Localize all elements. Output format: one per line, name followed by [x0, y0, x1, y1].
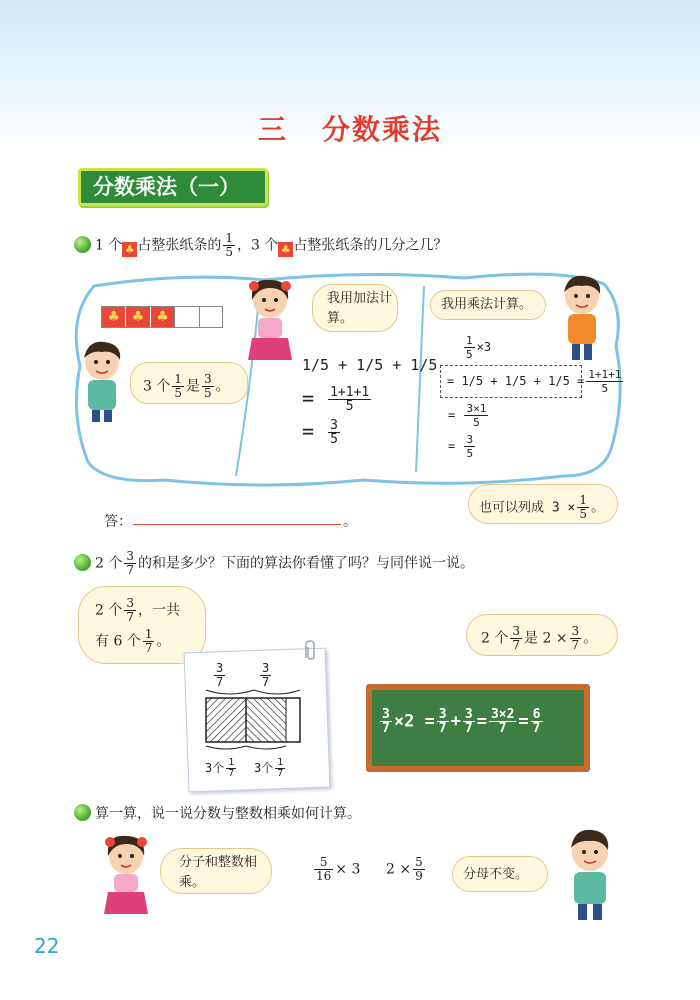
diagram-label: 3个 [254, 761, 274, 775]
diagram-bottom-right [254, 758, 287, 779]
denominator: 7 [512, 638, 520, 652]
empty-cell [175, 307, 199, 327]
question-2 [74, 550, 474, 577]
bubble-text: 也可以列成 3 × [479, 500, 576, 516]
fraction [510, 625, 522, 652]
numerator: 3 [126, 549, 134, 563]
answer-end: 。 [343, 514, 357, 530]
blackboard [366, 684, 590, 772]
tree-strip-icon: ♣ [278, 242, 293, 257]
bubble-text: 3 个 [143, 378, 171, 395]
speech-bubble-list [468, 484, 618, 524]
numerator: 5 [415, 855, 423, 869]
numerator: 1 [277, 757, 284, 768]
fraction [328, 386, 371, 413]
q1-text-post: ，3 个 [237, 237, 279, 254]
denominator: 5 [466, 348, 473, 361]
q1-text-mid: 占整张纸条的 [137, 237, 222, 254]
numerator: 1+1+1 [588, 368, 622, 381]
fraction [577, 494, 589, 521]
bubble-text: ，一共 [138, 602, 180, 619]
board-text: = [518, 711, 529, 732]
empty-cell [200, 307, 222, 327]
blackboard-equation [372, 690, 584, 735]
girl-character-icon [240, 278, 300, 368]
exercise-operator: × 3 [335, 861, 361, 878]
exercise-2 [386, 856, 427, 883]
numerator: 1 [144, 627, 153, 641]
fraction [489, 708, 516, 735]
repeated-addition: = 1/5 + 1/5 + 1/5 = [447, 374, 585, 388]
equals-sign: = [302, 386, 315, 410]
fraction [464, 334, 475, 361]
fraction [570, 625, 582, 652]
numerator: 1+1+1 [330, 385, 370, 400]
speech-bubble-boy-right: 我用乘法计算。 [430, 290, 546, 320]
denominator: 5 [579, 507, 587, 521]
fraction [437, 708, 449, 735]
denominator: 7 [228, 768, 235, 779]
paper-clip-icon [300, 640, 322, 662]
numerator: 3 [382, 707, 390, 722]
shaded-fraction-diagram [200, 688, 308, 752]
q1-text-end: 占整张纸条的几分之几？ [293, 237, 448, 254]
numerator: 3×1 [466, 402, 487, 415]
fraction [124, 597, 136, 624]
numerator: 3×2 [490, 707, 515, 722]
fraction [226, 758, 236, 779]
tree-cell-icon: ♣ [102, 307, 126, 327]
diagram-label: 3个 [205, 761, 225, 775]
fraction [328, 419, 340, 446]
board-text: = [476, 711, 487, 732]
numerator: 3 [330, 418, 338, 433]
equals-sign: = [448, 408, 456, 422]
tree-cell-icon: ♣ [126, 307, 150, 327]
denominator: 7 [382, 721, 390, 736]
numerator: 3 [438, 707, 447, 722]
speech-bubble-boy-bottom: 分母不变。 [452, 856, 548, 892]
denominator: 16 [316, 869, 332, 883]
equals-sign: = [302, 419, 315, 443]
diagram-top-left-fraction [212, 662, 227, 689]
fraction [464, 402, 488, 429]
q1-text-pre: 1 个 [95, 237, 123, 254]
denominator: 5 [601, 382, 609, 395]
chapter-number: 三 [257, 113, 288, 146]
denominator: 7 [571, 638, 580, 652]
speech-bubble-girl: 我用加法计算。 [312, 284, 398, 332]
girl-character-bottom-icon [96, 834, 156, 920]
addition-line-1: 1/5 + 1/5 + 1/5 [302, 356, 438, 374]
numerator: 3 [571, 624, 580, 638]
denominator: 7 [464, 721, 473, 736]
answer-label: 答： [104, 514, 132, 530]
fraction [124, 550, 136, 577]
fraction [275, 758, 285, 779]
numerator: 1 [174, 372, 182, 386]
answer-line [133, 524, 341, 525]
denominator: 7 [438, 721, 447, 736]
addition-work [302, 356, 437, 446]
question-3 [74, 804, 361, 824]
question-1 [74, 232, 447, 259]
numerator: 3 [126, 596, 134, 610]
denominator: 5 [330, 432, 338, 447]
board-text: ×2 = [393, 711, 435, 732]
boy-character-icon [74, 340, 130, 424]
speech-bubble-girl-bottom: 分子和整数相乘。 [160, 848, 272, 894]
green-bullet-icon [74, 804, 91, 821]
q2-text-pre: 2 个 [95, 555, 123, 572]
numerator: 1 [466, 334, 473, 347]
tree-cell-icon: ♣ [151, 307, 175, 327]
denominator: 5 [466, 447, 474, 460]
section-tab: 分数乘法（一） [78, 168, 268, 206]
bubble-text: 有 6 个 [95, 633, 141, 650]
green-bullet-icon [74, 554, 91, 571]
numerator: 1 [228, 757, 235, 768]
exercise-operator: 2 × [386, 861, 412, 878]
denominator: 7 [126, 563, 134, 577]
q3-text: 算一算，说一说分数与整数相乘如何计算。 [95, 806, 361, 822]
bubble-text: 。 [590, 499, 605, 516]
fraction [531, 708, 543, 735]
tree-strip-icon: ♣ [122, 242, 137, 257]
numerator: 3 [204, 372, 212, 386]
chapter-name: 分数乘法 [322, 113, 443, 146]
denominator: 5 [204, 386, 212, 400]
denominator: 7 [277, 768, 284, 779]
paper-strip [101, 306, 223, 328]
denominator: 7 [498, 721, 507, 736]
denominator: 5 [345, 399, 354, 414]
bubble-text: 。 [156, 633, 171, 650]
fraction [143, 628, 155, 655]
numerator: 3 [464, 707, 473, 722]
denominator: 9 [415, 869, 423, 883]
denominator: 5 [174, 386, 182, 400]
green-bullet-icon [74, 236, 91, 253]
denominator: 7 [216, 675, 224, 689]
exercise-1 [312, 856, 360, 883]
fraction [172, 373, 184, 400]
fraction [380, 708, 392, 735]
times-three: ×3 [476, 340, 492, 354]
fraction [463, 708, 475, 735]
denominator: 7 [144, 641, 153, 655]
bubble-text: 2 个 [481, 630, 509, 647]
denominator: 7 [262, 675, 270, 689]
numerator: 5 [314, 856, 333, 870]
multiplication-work [447, 334, 622, 460]
fraction [214, 662, 225, 689]
fraction [464, 433, 475, 460]
speech-bubble-boy [130, 362, 248, 404]
numerator: 3 [466, 433, 474, 446]
fraction [314, 856, 333, 883]
denominator: 5 [473, 416, 480, 429]
fraction [202, 373, 214, 400]
page-number: 22 [34, 934, 60, 958]
numerator: 1 [225, 231, 233, 245]
boy-character-bottom-icon [558, 828, 622, 924]
fraction [260, 662, 271, 689]
bubble-text: 是 2 × [524, 630, 568, 647]
bubble-text: 是 [186, 378, 200, 395]
numerator: 3 [216, 661, 224, 675]
numerator: 6 [532, 707, 541, 722]
numerator: 3 [512, 624, 520, 638]
diagram-bottom-left [205, 758, 238, 779]
dashed-box [440, 365, 622, 398]
fraction [413, 856, 425, 883]
denominator: 5 [225, 245, 233, 259]
fraction [586, 368, 623, 395]
board-text: + [450, 711, 461, 732]
fraction [223, 232, 235, 259]
bubble-text: 。 [215, 378, 230, 395]
speech-bubble-right-q2 [466, 614, 618, 656]
denominator: 7 [532, 721, 541, 736]
denominator: 7 [126, 610, 134, 624]
bubble-text: 2 个 [95, 602, 123, 619]
numerator: 1 [579, 493, 587, 507]
bubble-text: 。 [583, 630, 598, 647]
equals-sign: = [448, 439, 456, 453]
chapter-title [0, 108, 700, 148]
diagram-top-right-fraction [258, 662, 273, 689]
q2-text-post: 的和是多少？下面的算法你看懂了吗？与同伴说一说。 [138, 555, 474, 572]
numerator: 3 [262, 661, 270, 675]
